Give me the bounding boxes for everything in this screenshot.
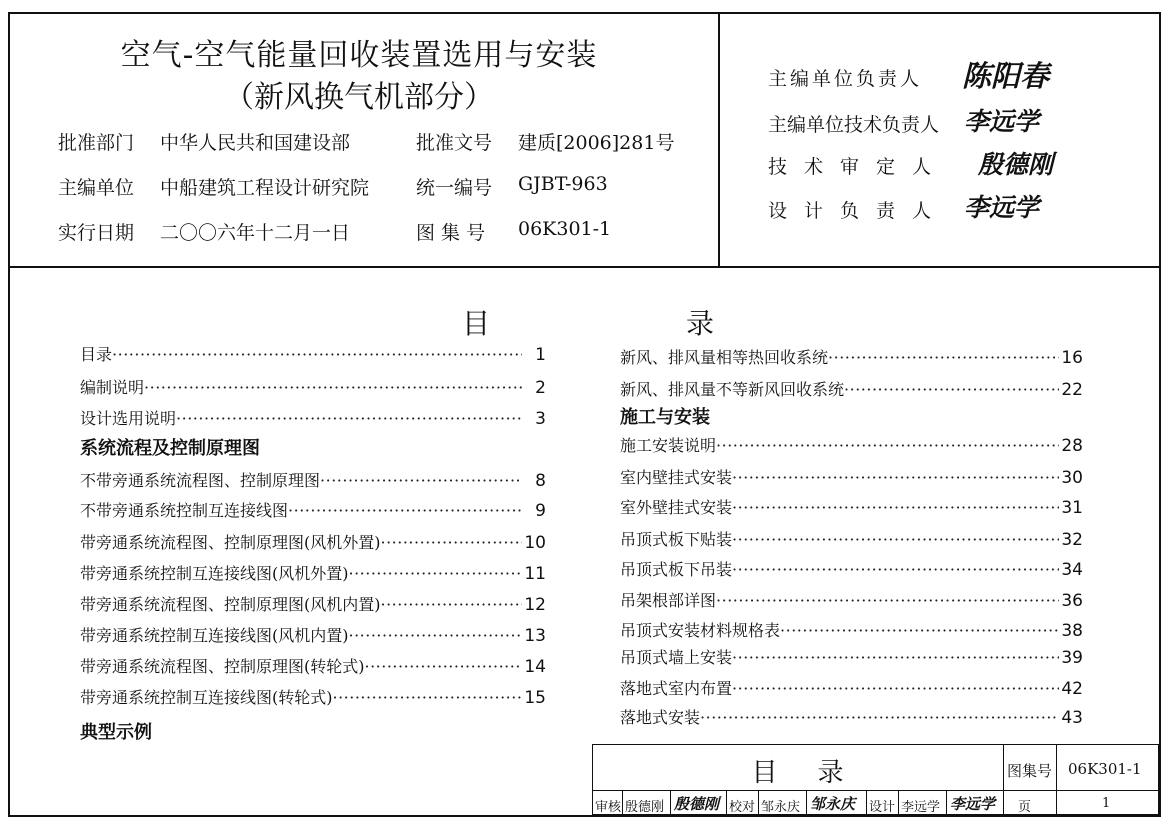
toc-entry-label: 室内壁挂式安装 <box>620 468 733 487</box>
toc-entry[interactable] <box>80 561 546 584</box>
check-signature: 邹永庆 <box>810 795 856 813</box>
meta-unified-no-value: GJBT-963 <box>518 173 608 195</box>
toc-entry-label: 不带旁通系统控制互连接线图 <box>80 501 289 520</box>
dot-leader <box>381 595 523 614</box>
dot-leader <box>716 591 1059 610</box>
toc-entry-label: 带旁通系统流程图、控制原理图(风机内置) <box>80 595 381 614</box>
toc-entry-label: 编制说明 <box>80 378 145 397</box>
page-label: 页 <box>1018 800 1032 815</box>
cell-divider <box>622 790 623 815</box>
meta-effective-date-value: 二〇〇六年十二月一日 <box>160 222 351 244</box>
toc-entry-page: 14 <box>524 657 546 677</box>
toc-entry-page: 36 <box>1061 591 1083 611</box>
toc-entry-page: 34 <box>1061 560 1083 580</box>
meta-effective-date-label: 实行日期 <box>58 222 135 244</box>
dot-leader <box>144 378 522 397</box>
toc-entry[interactable] <box>80 654 546 677</box>
toc-entry-label: 新风、排风量相等热回收系统 <box>620 348 829 367</box>
toc-entry-label: 带旁通系统流程图、控制原理图(风机外置) <box>80 533 381 552</box>
title-block-col-divider <box>1056 744 1057 815</box>
toc-entry[interactable] <box>620 465 1083 488</box>
dot-leader <box>288 501 522 520</box>
toc-entry-label: 带旁通系统流程图、控制原理图(转轮式) <box>80 657 365 676</box>
toc-entry-label: 施工安装说明 <box>620 436 717 455</box>
toc-entry-page: 13 <box>524 626 546 646</box>
toc-entry-label: 吊顶式板下吊装 <box>620 560 733 579</box>
toc-entry[interactable] <box>620 557 1083 580</box>
toc-entry-label: 设计选用说明 <box>80 409 177 428</box>
toc-entry-page: 11 <box>524 564 546 584</box>
check-label: 校对 <box>729 800 756 815</box>
design-label: 设计 <box>869 800 896 815</box>
review-label: 审核 <box>595 800 622 815</box>
toc-entry-page: 3 <box>535 409 546 429</box>
dot-leader <box>381 533 523 552</box>
dot-leader <box>320 471 522 490</box>
dot-leader <box>732 468 1059 487</box>
signature-tech-chief: 李远学 <box>964 107 1040 136</box>
toc-entry-label: 不带旁通系统流程图、控制原理图 <box>80 471 321 490</box>
toc-entry[interactable] <box>620 705 1083 728</box>
sig-label-tech-review: 技术审定人 <box>768 156 949 178</box>
atlas-no-value: 06K301-1 <box>1068 760 1142 778</box>
meta-approval-dept-label: 批准部门 <box>58 132 135 154</box>
toc-entry-label: 吊架根部详图 <box>620 591 717 610</box>
cell-divider <box>866 790 867 815</box>
toc-section-heading: 典型示例 <box>80 722 152 743</box>
toc-entry[interactable] <box>620 676 1083 699</box>
dot-leader <box>732 530 1059 549</box>
cell-divider <box>726 790 727 815</box>
meta-atlas-no-label: 图 集 号 <box>416 222 486 244</box>
dot-leader <box>844 380 1059 399</box>
check-name: 邹永庆 <box>761 800 801 815</box>
toc-entry[interactable] <box>80 342 546 365</box>
dot-leader <box>176 409 522 428</box>
toc-entry-page: 9 <box>535 501 546 521</box>
toc-entry-label: 目录 <box>80 345 113 364</box>
dot-leader <box>732 498 1059 517</box>
toc-entry[interactable] <box>620 527 1083 550</box>
toc-entry-page: 16 <box>1061 348 1083 368</box>
toc-entry[interactable] <box>620 433 1083 456</box>
title-block-row-divider-right <box>1003 790 1159 791</box>
page-value: 1 <box>1102 796 1111 811</box>
toc-entry-page: 1 <box>535 345 546 365</box>
toc-entry-page: 28 <box>1061 436 1083 456</box>
meta-approval-dept-value: 中华人民共和国建设部 <box>160 132 351 154</box>
sig-label-chief-unit: 主编单位负责人 <box>768 68 923 90</box>
toc-entry-page: 2 <box>535 378 546 398</box>
toc-entry-page: 30 <box>1061 468 1083 488</box>
toc-entry-label: 落地式室内布置 <box>620 679 733 698</box>
signature-chief-unit: 陈阳春 <box>962 59 1050 93</box>
toc-entry-label: 带旁通系统控制互连接线图(风机内置) <box>80 626 349 645</box>
cell-divider <box>758 790 759 815</box>
dot-leader <box>732 648 1059 667</box>
dot-leader <box>333 688 523 707</box>
document-subtitle: （新风换气机部分） <box>224 80 494 115</box>
toc-entry[interactable] <box>620 588 1083 611</box>
toc-entry-label: 带旁通系统控制互连接线图(转轮式) <box>80 688 333 707</box>
toc-entry-page: 12 <box>524 595 546 615</box>
dot-leader <box>828 348 1059 367</box>
toc-entry-label: 吊顶式墙上安装 <box>620 648 733 667</box>
toc-heading-right: 录 <box>686 307 715 340</box>
toc-entry-label: 室外壁挂式安装 <box>620 498 733 517</box>
cell-divider <box>670 790 671 815</box>
toc-entry[interactable] <box>80 530 546 553</box>
atlas-no-label: 图集号 <box>1007 762 1053 780</box>
toc-section-heading: 系统流程及控制原理图 <box>80 438 260 459</box>
dot-leader <box>732 679 1059 698</box>
toc-entry-page: 42 <box>1061 679 1083 699</box>
toc-entry[interactable] <box>620 377 1083 400</box>
sig-label-design-lead: 设计负责人 <box>768 200 949 222</box>
meta-approval-no-value: 建质[2006]281号 <box>518 132 675 154</box>
toc-entry-page: 43 <box>1061 708 1083 728</box>
meta-atlas-no-value: 06K301-1 <box>518 218 612 240</box>
dot-leader <box>716 436 1059 455</box>
cell-divider <box>946 790 947 815</box>
toc-entry-page: 32 <box>1061 530 1083 550</box>
toc-entry-label: 带旁通系统控制互连接线图(风机外置) <box>80 564 349 583</box>
dot-leader <box>780 621 1059 640</box>
dot-leader <box>349 626 523 645</box>
dot-leader <box>112 345 522 364</box>
toc-section-heading: 施工与安装 <box>620 407 710 428</box>
title-block-col-divider <box>1003 744 1004 815</box>
header-divider <box>8 266 1161 268</box>
cell-divider <box>806 790 807 815</box>
toc-entry[interactable] <box>80 685 546 708</box>
signature-tech-review: 殷德刚 <box>978 150 1054 179</box>
design-name: 李远学 <box>901 800 941 815</box>
toc-entry-label: 新风、排风量不等新风回收系统 <box>620 380 845 399</box>
toc-entry-page: 10 <box>524 533 546 553</box>
toc-entry-label: 吊顶式安装材料规格表 <box>620 621 781 640</box>
sig-label-tech-chief: 主编单位技术负责人 <box>768 114 940 136</box>
dot-leader <box>732 560 1059 579</box>
dot-leader <box>349 564 523 583</box>
toc-entry-page: 31 <box>1061 498 1083 518</box>
meta-approval-no-label: 批准文号 <box>416 132 493 154</box>
toc-entry-page: 8 <box>535 471 546 491</box>
toc-entry-page: 39 <box>1061 648 1083 668</box>
toc-entry-page: 38 <box>1061 621 1083 641</box>
cell-divider <box>898 790 899 815</box>
review-name: 殷德刚 <box>625 800 665 815</box>
meta-editor-unit-label: 主编单位 <box>58 177 135 199</box>
toc-entry[interactable] <box>80 592 546 615</box>
toc-entry-label: 吊顶式板下贴装 <box>620 530 733 549</box>
toc-entry[interactable] <box>620 618 1083 641</box>
title-block-title: 目录 <box>751 758 884 788</box>
review-signature: 殷德刚 <box>674 795 720 813</box>
toc-entry-page: 15 <box>524 688 546 708</box>
toc-entry[interactable] <box>80 623 546 646</box>
toc-entry[interactable] <box>620 345 1083 368</box>
dot-leader <box>700 708 1059 727</box>
toc-entry-label: 落地式安装 <box>620 708 701 727</box>
toc-entry-page: 22 <box>1061 380 1083 400</box>
toc-heading-left: 目 <box>462 307 491 340</box>
toc-entry[interactable] <box>620 495 1083 518</box>
signature-design-lead: 李远学 <box>964 193 1040 222</box>
toc-entry[interactable] <box>620 645 1083 668</box>
toc-entry[interactable] <box>80 375 546 398</box>
meta-editor-unit-value: 中船建筑工程设计研究院 <box>160 177 370 199</box>
document-title: 空气-空气能量回收装置选用与安装 <box>120 38 598 73</box>
design-signature: 李远学 <box>950 795 996 813</box>
title-block-row-divider <box>592 790 1003 791</box>
dot-leader <box>365 657 523 676</box>
meta-unified-no-label: 统一编号 <box>416 177 493 199</box>
toc-entry[interactable] <box>80 406 546 429</box>
header-vertical-divider <box>718 12 720 266</box>
toc-entry[interactable] <box>80 468 546 491</box>
toc-entry[interactable] <box>80 498 546 521</box>
